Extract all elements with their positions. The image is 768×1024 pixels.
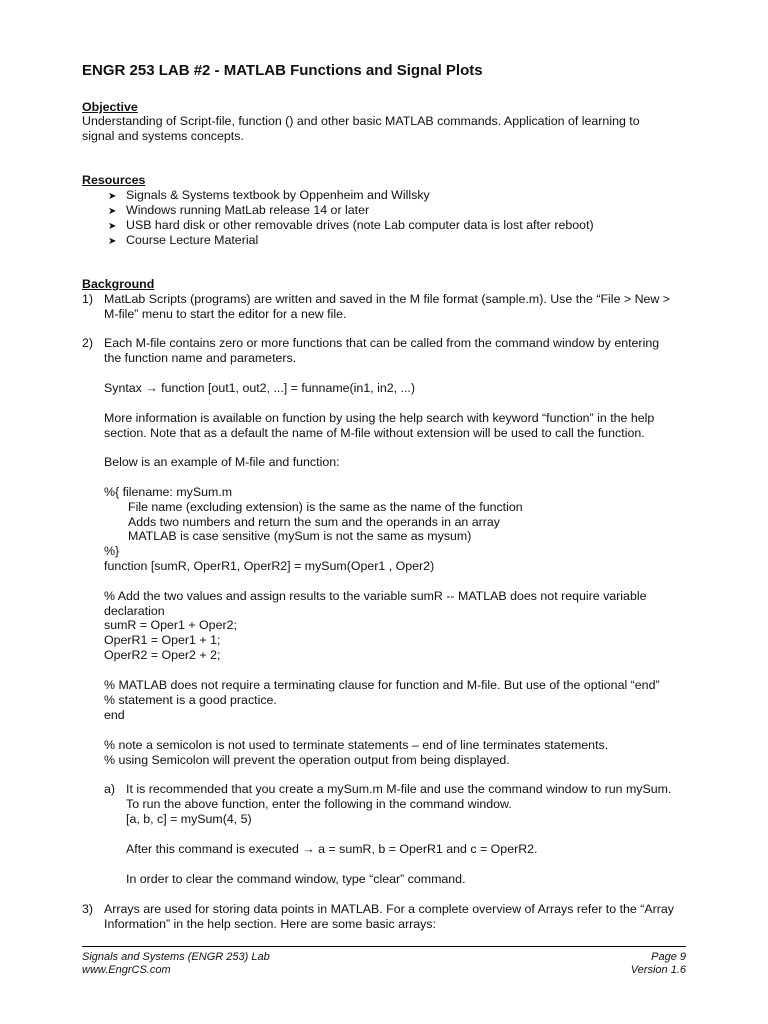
code-line: sumR = Oper1 + Oper2; (104, 618, 237, 632)
code-function-decl: function [sumR, OperR1, OperR2] = mySum(Oper1 , Oper2) (104, 559, 435, 573)
item-number-1: 1) (82, 292, 94, 306)
code-line: % MATLAB does not require a terminating clause for function and M-file. But use of the optional “end” (104, 678, 660, 692)
sub-item-label-a: a) (104, 782, 116, 796)
code-line: OperR1 = Oper1 + 1; (104, 633, 221, 647)
sub-a-after: After this command is executed → a = sumR, b = OperR1 and c = OperR2. (126, 842, 538, 856)
more-info-line-1: More information is available on function by using the help search with keyword “function” in the help (104, 411, 655, 425)
arrow-bullet-icon: ➤ (108, 206, 117, 217)
item-number-3: 3) (82, 902, 94, 916)
background-heading: Background (82, 277, 155, 291)
footer-divider (82, 946, 686, 947)
resource-item-label: Windows running MatLab release 14 or later (126, 203, 370, 217)
item3-line-2: Information” in the help section. Here are some basic arrays: (104, 917, 436, 931)
code-comment-open: %{ filename: mySum.m (104, 485, 233, 499)
item1-line-2: M-file” menu to start the editor for a new file. (104, 307, 347, 321)
sub-a-clear: In order to clear the command window, type “clear” command. (126, 872, 466, 886)
objective-line-1: Understanding of Script-file, function () and other basic MATLAB commands. Application of learning to (82, 114, 640, 128)
code-line: OperR2 = Oper2 + 2; (104, 648, 221, 662)
resource-item-label: USB hard disk or other removable drives (note Lab computer data is lost after reboot) (126, 218, 594, 232)
example-intro: Below is an example of M-file and function: (104, 455, 340, 469)
more-info-line-2: section. Note that as a default the name of M-file without extension will be used to call the function. (104, 426, 645, 440)
item1-line-1: MatLab Scripts (programs) are written and saved in the M file format (sample.m). Use the “File > New > (104, 292, 671, 306)
code-comment-line: MATLAB is case sensitive (mySum is not the same as mysum) (128, 529, 472, 543)
code-comment-line: Adds two numbers and return the sum and the operands in an array (128, 515, 500, 529)
resources-heading: Resources (82, 173, 146, 187)
sub-a-line-1: It is recommended that you create a mySum.m M-file and use the command window to run mySum. (126, 782, 672, 796)
sub-a-line-3: [a, b, c] = mySum(4, 5) (126, 812, 252, 826)
code-comment-line: File name (excluding extension) is the same as the name of the function (128, 500, 523, 514)
arrow-bullet-icon: ➤ (108, 191, 117, 202)
resource-item-label: Signals & Systems textbook by Oppenheim and Willsky (126, 188, 430, 202)
sub-a-line-2: To run the above function, enter the following in the command window. (126, 797, 512, 811)
footer-website: www.EngrCS.com (82, 964, 171, 976)
item2-line-2: the function name and parameters. (104, 351, 297, 365)
code-line: % statement is a good practice. (104, 693, 277, 707)
code-line: declaration (104, 604, 165, 618)
code-comment-close: %} (104, 544, 120, 558)
item2-line-1: Each M-file contains zero or more functions that can be called from the command window by entering (104, 336, 660, 350)
item-number-2: 2) (82, 336, 94, 350)
code-line: % Add the two values and assign results to the variable sumR -- MATLAB does not require variable (104, 589, 647, 603)
objective-heading: Objective (82, 100, 138, 114)
arrow-bullet-icon: ➤ (108, 221, 117, 232)
footer-page-number: Page 9 (651, 951, 686, 963)
code-line: end (104, 708, 125, 722)
item3-line-1: Arrays are used for storing data points in MATLAB. For a complete overview of Arrays refer to the “Array (104, 902, 674, 916)
page-title: ENGR 253 LAB #2 - MATLAB Functions and Signal Plots (82, 62, 483, 79)
resource-item (108, 233, 258, 250)
code-line: % using Semicolon will prevent the operation output from being displayed. (104, 753, 510, 767)
resource-item-label: Course Lecture Material (126, 233, 259, 247)
footer-course: Signals and Systems (ENGR 253) Lab (82, 951, 270, 963)
arrow-bullet-icon: ➤ (108, 236, 117, 247)
footer-version: Version 1.6 (630, 964, 686, 976)
code-line: % note a semicolon is not used to terminate statements – end of line terminates statements. (104, 738, 609, 752)
syntax-line: Syntax → function [out1, out2, ...] = funname(in1, in2, ...) (104, 381, 415, 395)
objective-line-2: signal and systems concepts. (82, 129, 244, 143)
